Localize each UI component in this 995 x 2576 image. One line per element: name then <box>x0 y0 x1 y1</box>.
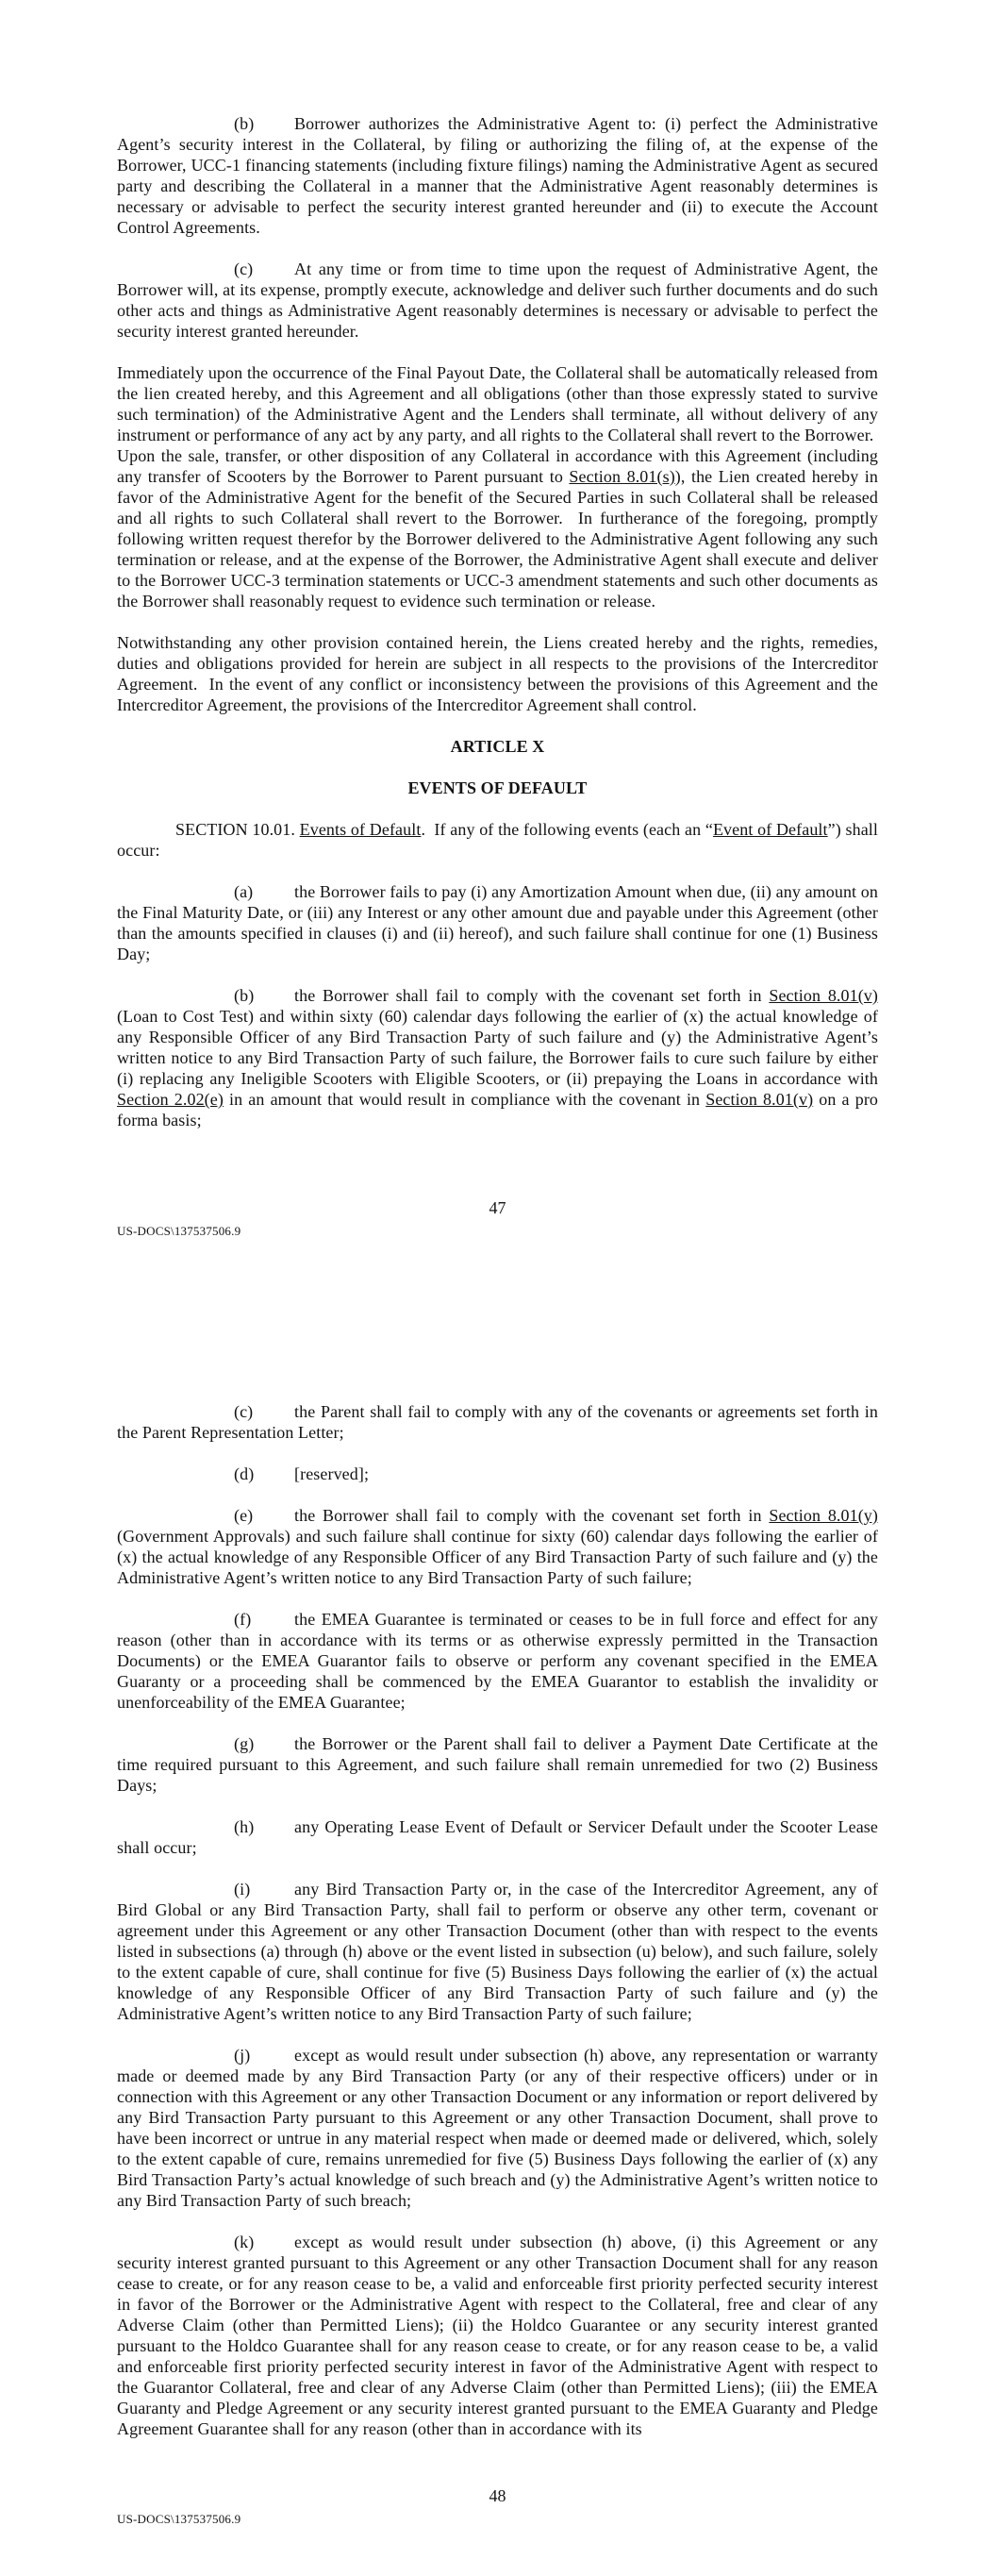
page-body <box>117 1401 878 2439</box>
paragraph-text: the Borrower shall fail to comply with the covenant set forth in <box>294 1506 770 1525</box>
section-reference: Section 8.01(y) <box>769 1506 879 1525</box>
paragraph <box>117 985 878 1130</box>
paragraph-text: on a pro forma basis; <box>117 1090 879 1129</box>
paragraph-text: any Operating Lease Event of Default or Servicer Default under the Scooter Lease shall occur; <box>117 1817 878 1857</box>
paragraph-letter: (f) <box>234 1610 252 1629</box>
paragraph <box>117 259 878 342</box>
paragraph-text: Notwithstanding any other provision contained herein, the Liens created hereby and the rights, remedies, duties and obligations provided for herein are subject in all respects to the provisions of the Intercreditor Agreement. In the event of any conflict or inconsistency between the provisions of this Agreement and the Intercreditor Agreement, the provisions of the Intercreditor Agreement shall control. <box>117 633 878 714</box>
paragraph-text: (Loan to Cost Test) and within sixty (60) calendar days following the earlier of (x) the actual knowledge of any Responsible Officer of any Bird Transaction Party of such failure and (y) the Administrative Agent’s written notice to any Bird Transaction Party of such failure, the Borrower fails to cure such failure by either (i) replacing any Ineligible Scooters with Eligible Scooters, or (ii) prepaying the Loans in accordance with <box>117 1007 878 1088</box>
paragraph-text: (Government Approvals) and such failure shall continue for sixty (60) calendar days following the earlier of (x) the actual knowledge of any Responsible Officer of any Bird Transaction Party of such failure and (y) the Administrative Agent’s written notice to any Bird Transaction Party of such failure; <box>117 1527 878 1587</box>
paragraph-letter: (e) <box>234 1506 254 1525</box>
paragraph <box>117 819 878 861</box>
paragraph-letter: (g) <box>234 1734 255 1753</box>
paragraph-letter: (c) <box>234 259 254 278</box>
paragraph-letter: (b) <box>234 986 255 1005</box>
paragraph-text: the Borrower fails to pay (i) any Amortization Amount when due, (ii) any amount on the Final Maturity Date, or (iii) any Interest or any other amount due and payable under this Agreement (other than the amounts specified in clauses (i) and (ii) hereof), and such failure shall continue for one (1) Business Day; <box>117 882 878 963</box>
page-number: 48 <box>489 2486 506 2505</box>
paragraph-text: ), the Lien created hereby in favor of the Administrative Agent for the benefit of the Secured Parties in such Collateral shall be released and all rights to such Collateral shall revert to the Borrower. In furtherance of the foregoing, promptly following written request therefor by the Borrower delivered to the Administrative Agent following any such termination or release, and at the expense of the Borrower, the Administrative Agent shall execute and deliver to the Borrower UCC-3 termination statements or UCC-3 amendment statements and such other documents as the Borrower shall reasonably request to evidence such termination or release. <box>117 467 879 611</box>
paragraph-text: Borrower authorizes the Administrative Agent to: (i) perfect the Administrative Agent’s security interest in the Collateral, by filing or authorizing the filing of, at the expense of the Borrower, UCC-1 financing statements (including fixture filings) naming the Administrative Agent as secured party and describing the Collateral in a manner that the Administrative Agent reasonably determines is necessary or advisable to perfect the security interest granted hereunder and (ii) to execute the Account Control Agreements. <box>117 114 878 237</box>
paragraph <box>117 1879 878 2024</box>
paragraph-letter: (i) <box>234 1880 251 1899</box>
page-number: 47 <box>489 1198 506 1217</box>
paragraph-letter: (h) <box>234 1817 255 1836</box>
paragraph-text: the EMEA Guarantee is terminated or ceases to be in full force and effect for any reason (other than in accordance with its terms or as otherwise expressly permitted in the Transaction Documents) or the EMEA Guarantor fails to observe or perform any covenant specified in the EMEA Guaranty or a proceeding shall be commenced by the EMEA Guarantor to establish the invalidity or unenforceability of the EMEA Guarantee; <box>117 1610 878 1712</box>
paragraph-letter: (b) <box>234 114 255 133</box>
section-reference: Section 8.01(v) <box>769 986 879 1005</box>
section-reference: Events of Default <box>299 820 422 839</box>
paragraph-letter: (a) <box>234 882 254 901</box>
paragraph-letter: (d) <box>234 1464 255 1483</box>
section-reference: Section 8.01(s) <box>569 467 675 486</box>
paragraph-text: [reserved]; <box>294 1464 370 1483</box>
article-heading <box>117 778 878 798</box>
paragraph-text: except as would result under subsection (h) above, (i) this Agreement or any security interest granted pursuant to this Agreement or any other Transaction Document shall for any reason cease to create, or for any reason cease to be, a valid and enforceable first priority perfected security interest in favor of the Borrower or the Administrative Agent with respect to the Collateral, free and clear of any Adverse Claim (other than Permitted Liens); (ii) the Holdco Guarantee or any security interest granted pursuant to the Holdco Guarantee shall for any reason cease to create, or for any reason cease to be, a valid and enforceable first priority perfected security interest in favor of the Administrative Agent with respect to the Guarantor Collateral, free and clear of any Adverse Claim (other than Permitted Liens); (iii) the EMEA Guaranty and Pledge Agreement or any security interest granted pursuant to the EMEA Guaranty and Pledge Agreement Guarantee shall for any reason (other than in accordance with its <box>117 2233 878 2438</box>
paragraph-text: in an amount that would result in compliance with the covenant in <box>223 1090 706 1109</box>
paragraph <box>117 1464 878 1484</box>
paragraph <box>117 1733 878 1796</box>
paragraph <box>117 2045 878 2211</box>
paragraph-text: ARTICLE X <box>450 737 545 756</box>
paragraph <box>117 1609 878 1713</box>
page-body <box>117 113 878 1130</box>
paragraph-letter: (j) <box>234 2046 251 2065</box>
section-reference: Section 8.01(v) <box>705 1090 814 1109</box>
paragraph-text: the Borrower shall fail to comply with the covenant set forth in <box>294 986 770 1005</box>
paragraph-text: Immediately upon the occurrence of the Final Payout Date, the Collateral shall be automatically released from the lien created hereby, and this Agreement and all obligations (other than those expressly stated to survive such termination) of the Administrative Agent and the Lenders shall terminate, all without delivery of any instrument or performance of any act by any party, and all rights to the Collateral shall revert to the Borrower. Upon the sale, transfer, or other disposition of any Collateral in accordance with this Agreement (including any transfer of Scooters by the Borrower to Parent pursuant to <box>117 363 878 486</box>
paragraph-letter: (k) <box>234 2233 255 2251</box>
paragraph-text: At any time or from time to time upon the request of Administrative Agent, the Borrower will, at its expense, promptly execute, acknowledge and deliver such further documents and do such other acts and things as Administrative Agent reasonably determines is necessary or advisable to perfect the security interest granted hereunder. <box>117 259 878 341</box>
paragraph <box>117 632 878 715</box>
paragraph <box>117 113 878 238</box>
paragraph <box>117 1401 878 1443</box>
paragraph <box>117 2232 878 2439</box>
paragraph-text: any Bird Transaction Party or, in the case of the Intercreditor Agreement, any of Bird Global or any Bird Transaction Party, shall fail to perform or observe any other term, covenant or agreement under this Agreement or any other Transaction Document (other than with respect to the events listed in subsections (a) through (h) above or the event listed in subsection (u) below), and such failure, solely to the extent capable of cure, shall continue for five (5) Business Days following the earlier of (x) the actual knowledge of any Responsible Officer of any Bird Transaction Party of such failure and (y) the Administrative Agent’s written notice to any Bird Transaction Party of such failure; <box>117 1880 878 2023</box>
paragraph-text: EVENTS OF DEFAULT <box>407 778 588 797</box>
footer-doc-id: US-DOCS\137537506.9 <box>117 1224 241 1238</box>
paragraph-text: . If any of the following events (each an “ <box>421 820 713 839</box>
paragraph-text: except as would result under subsection (h) above, any representation or warranty made or deemed made by any Bird Transaction Party (or any of their respective officers) under or in connection with this Agreement or any other Transaction Document or any information or report delivered by any Bird Transaction Party pursuant to this Agreement or any other Transaction Document, shall prove to have been incorrect or untrue in any material respect when made or deemed made or delivered, which, solely to the extent capable of cure, remains unremedied for five (5) Business Days following the earlier of (x) any Bird Transaction Party’s actual knowledge of such breach and (y) the Administrative Agent’s written notice to any Bird Transaction Party of such breach; <box>117 2046 878 2210</box>
section-reference: Event of Default <box>712 820 828 839</box>
paragraph <box>117 362 878 611</box>
paragraph <box>117 1505 878 1588</box>
paragraph <box>117 881 878 964</box>
footer-doc-id: US-DOCS\137537506.9 <box>117 2512 241 2526</box>
paragraph-letter: (c) <box>234 1402 254 1421</box>
document-page-48 <box>0 1288 995 2576</box>
paragraph <box>117 1816 878 1858</box>
paragraph-text: the Borrower or the Parent shall fail to deliver a Payment Date Certificate at the time required pursuant to this Agreement, and such failure shall remain unremedied for two (2) Business Days; <box>117 1734 878 1795</box>
paragraph-text: ”) shall occur: <box>117 820 878 860</box>
paragraph-text: the Parent shall fail to comply with any of the covenants or agreements set forth in the Parent Representation Letter; <box>117 1402 878 1442</box>
section-reference: Section 2.02(e) <box>117 1090 224 1109</box>
article-heading <box>117 736 878 757</box>
paragraph-text: SECTION 10.01. <box>175 820 300 839</box>
